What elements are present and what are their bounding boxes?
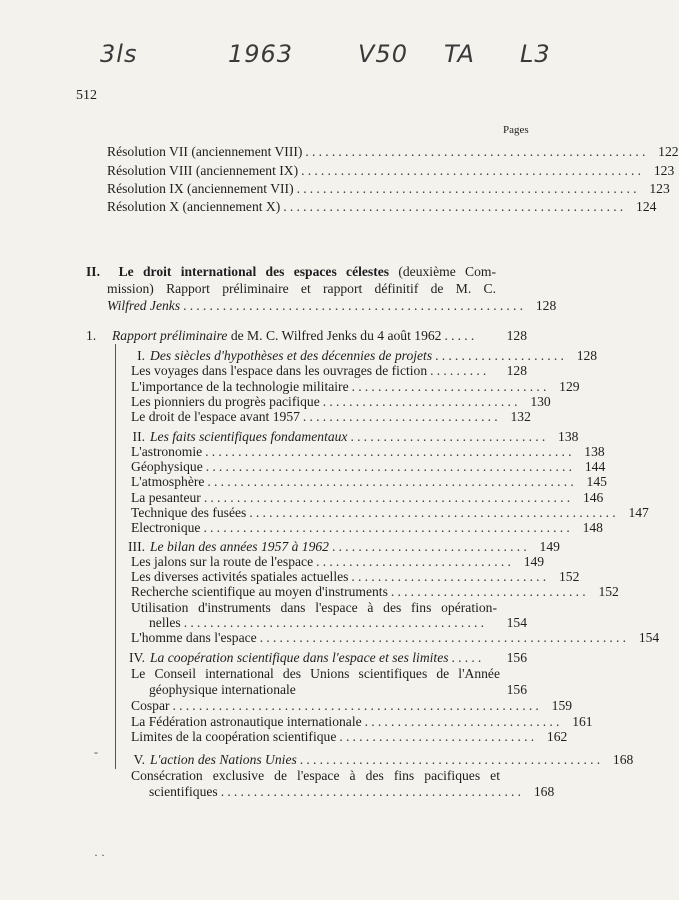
handwriting-a: 3ls — [100, 40, 138, 68]
toc-row-atmosphere: L'atmosphère ........................................................ 145 — [131, 474, 607, 489]
toc-row-consecration-line2: scientifiques .............................................. 168 — [149, 784, 555, 799]
toc-row-electronique: Electronique ........................................................ 148 — [131, 520, 603, 535]
page-number: 512 — [76, 88, 97, 103]
toc-row-resolution-x: Résolution X (anciennement X) .................................................... 124 — [107, 199, 657, 214]
toc-row-fusees: Technique des fusées ........................................................ 147 — [131, 505, 649, 520]
toc-row-rapport-preliminaire: Rapport préliminaire de M. C. Wilfred Jenks du 4 août 1962 ..... 128 — [112, 328, 527, 343]
toc-row-resolution-viii: Résolution VIII (anciennement IX) .................................................... 123 — [107, 163, 675, 178]
toc-row-federation: La Fédération astronautique internationale .............................. 161 — [131, 714, 593, 729]
pages-header: Pages — [503, 124, 529, 136]
toc-row-pesanteur: La pesanteur ........................................................ 146 — [131, 490, 604, 505]
toc-row-conseil-line2: géophysique internationale 156 — [149, 682, 527, 697]
toc-row-activites: Les diverses activités spatiales actuelles .............................. 152 — [131, 569, 580, 584]
toc-row-recherche: Recherche scientifique au moyen d'instruments .............................. 152 — [131, 584, 619, 599]
handwriting-c: V50 — [358, 40, 408, 68]
toc-row-section-iv: La coopération scientifique dans l'espace et ses limites ..... 156 — [150, 650, 527, 665]
section-ii-roman: II. — [132, 429, 145, 444]
toc-row-droit-avant-1957: Le droit de l'espace avant 1957 .............................. 132 — [131, 409, 531, 424]
section-v-roman: V. — [133, 752, 145, 767]
toc-row-astronomie: L'astronomie ........................................................ 138 — [131, 444, 605, 459]
section-iv-roman: IV. — [129, 650, 145, 665]
toc-row-cospar: Cospar ........................................................ 159 — [131, 698, 573, 713]
margin-mark: - — [94, 745, 98, 759]
handwriting-d: TA — [444, 40, 475, 68]
part-ii-title: Le droit international des espaces célestes — [118, 264, 390, 279]
toc-row-utilisation-line2: nelles .............................................. 154 — [149, 615, 527, 630]
item-1-number: 1. — [86, 328, 97, 343]
part-ii-heading: II. Le droit international des espaces célestes (deuxième Com- — [86, 264, 496, 279]
handwritten-annotation — [0, 40, 609, 80]
smudge-mark: ·· — [94, 848, 108, 862]
toc-row-part-ii-author: Wilfred Jenks .................................................... 128 — [107, 298, 557, 313]
section-i-roman: I. — [137, 348, 145, 363]
handwriting-b: 1963 — [228, 40, 294, 68]
toc-row-pionniers: Les pionniers du progrès pacifique .............................. 130 — [131, 394, 551, 409]
toc-row-resolution-vii: Résolution VII (anciennement VIII) .................................................... 122 — [107, 144, 679, 159]
toc-row-homme-espace: L'homme dans l'espace ........................................................ 154 — [131, 630, 660, 645]
section-iii-roman: III. — [128, 539, 145, 554]
toc-row-section-v: L'action des Nations Unies .............................................. 168 — [150, 752, 634, 767]
toc-row-section-ii: Les faits scientifiques fondamentaux .............................. 138 — [150, 429, 579, 444]
toc-row-consecration-line1: Consécration exclusive de l'espace à des fins pacifiques et — [131, 768, 500, 783]
toc-row-fiction: Les voyages dans l'espace dans les ouvrages de fiction ......... 128 — [131, 363, 527, 378]
toc-row-technologie: L'importance de la technologie militaire .............................. 129 — [131, 379, 580, 394]
toc-row-conseil-line1: Le Conseil international des Unions scientifiques de l'Année — [131, 666, 500, 681]
section-rule — [115, 344, 116, 769]
toc-row-jalons: Les jalons sur la route de l'espace .............................. 149 — [131, 554, 545, 569]
toc-row-section-iii: Le bilan des années 1957 à 1962 .............................. 149 — [150, 539, 560, 554]
toc-row-limites: Limites de la coopération scientifique .............................. 162 — [131, 729, 568, 744]
toc-row-section-i: Des siècles d'hypothèses et des décennies de projets .................... 128 — [150, 348, 598, 363]
part-ii-line2: mission) Rapport préliminaire et rapport définitif de M. C. — [107, 281, 496, 296]
toc-row-utilisation-line1: Utilisation d'instruments dans l'espace à des fins opération- — [131, 600, 497, 615]
toc-row-geophysique: Géophysique ........................................................ 144 — [131, 459, 606, 474]
handwriting-e: L3 — [520, 40, 551, 68]
toc-row-resolution-ix: Résolution IX (anciennement VII) .................................................... 123 — [107, 181, 670, 196]
